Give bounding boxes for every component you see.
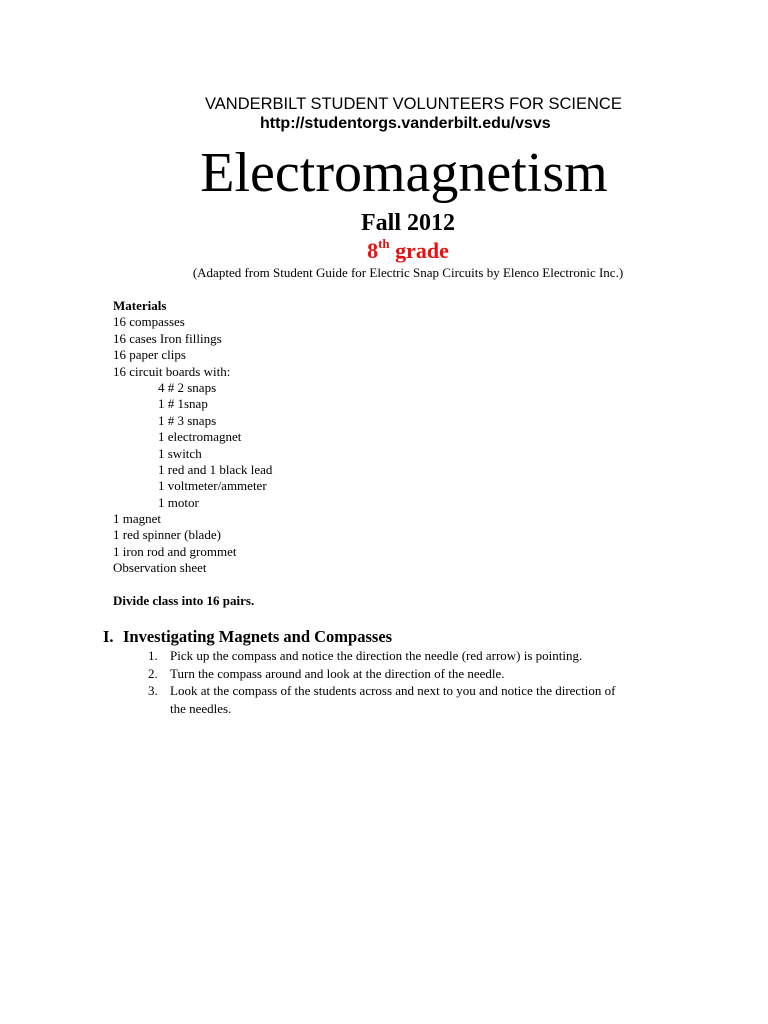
adapted-from-note: (Adapted from Student Guide for Electric Snap Circuits by Elenco Electronic Inc.) xyxy=(192,265,624,280)
step-number: 3. xyxy=(148,683,158,698)
grade-word: grade xyxy=(395,238,449,263)
list-item xyxy=(148,682,616,700)
board-item: 1 motor xyxy=(158,494,199,510)
list-item: 1 iron rod and grommet xyxy=(113,543,237,559)
list-item: 16 paper clips xyxy=(113,347,186,363)
list-item: 1 magnet xyxy=(113,511,162,527)
organization-url[interactable]: http://studentorgs.vanderbilt.edu/vsvs xyxy=(260,115,551,132)
list-item: 16 compasses xyxy=(113,314,185,330)
document-title: Electromagnetism xyxy=(200,142,608,204)
section-heading xyxy=(103,626,392,648)
steps-list xyxy=(148,647,616,717)
materials-list xyxy=(113,298,272,577)
step-text: Turn the compass around and look at the direction of the needle. xyxy=(170,665,505,681)
grade-label xyxy=(0,236,768,266)
list-item xyxy=(148,647,616,665)
step-text: Look at the compass of the students across and next to you and notice the direction of xyxy=(170,683,616,698)
term-label: Fall 2012 xyxy=(361,210,455,236)
board-item: 4 # 2 snaps xyxy=(158,379,217,395)
section-numeral: I. xyxy=(103,627,114,646)
grade-suffix: th xyxy=(378,235,390,251)
organization-name: VANDERBILT STUDENT VOLUNTEERS FOR SCIENCE xyxy=(205,95,622,113)
step-text: Pick up the compass and notice the direction the needle (red arrow) is pointing. xyxy=(170,648,583,663)
board-item: 1 voltmeter/ammeter xyxy=(158,478,267,494)
step-text-continued: the needles. xyxy=(170,700,232,716)
materials-heading: Materials xyxy=(113,298,167,313)
board-item: 1 # 1snap xyxy=(158,396,208,412)
board-item: 1 switch xyxy=(158,445,202,461)
section-title: Investigating Magnets and Compasses xyxy=(123,627,393,646)
list-item xyxy=(148,665,616,683)
instruction-text: Divide class into 16 pairs. xyxy=(113,593,255,608)
step-number: 2. xyxy=(148,665,158,681)
board-item: 1 red and 1 black lead xyxy=(158,461,273,477)
board-item: 1 # 3 snaps xyxy=(158,412,217,428)
list-item: 16 circuit boards with: xyxy=(113,363,231,379)
list-item: 16 cases Iron fillings xyxy=(113,330,222,346)
list-item: Observation sheet xyxy=(113,560,207,576)
board-item: 1 electromagnet xyxy=(158,429,242,445)
list-item: 1 red spinner (blade) xyxy=(113,527,221,543)
grade-number: 8 xyxy=(367,238,379,263)
step-number: 1. xyxy=(148,648,158,663)
